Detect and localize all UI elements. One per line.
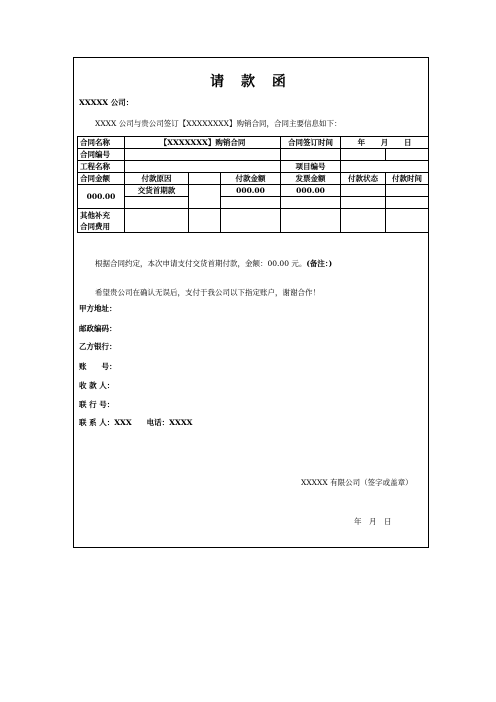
payee-label: 收 款 人： <box>79 381 115 390</box>
intro-text: XXXX 公司与贵公司签订【XXXXXXXX】购销合同，合同主要信息如下： <box>95 119 342 128</box>
sign-date-value <box>341 137 429 149</box>
bank-no-label: 联 行 号： <box>79 400 115 409</box>
table-row <box>78 209 429 233</box>
party-b-bank-label: 乙方银行： <box>79 342 117 351</box>
reason-value: 交货首期款 <box>125 185 189 197</box>
pay-status-label: 付款状态 <box>341 173 386 185</box>
postal-code-label: 邮政编码： <box>79 324 117 333</box>
signature-line: XXXXX 有限公司（签字或盖章） <box>301 478 413 487</box>
other-fees-label: 其他补充 合同费用 <box>78 209 125 233</box>
account-label: 账 号： <box>79 362 117 371</box>
sign-time-label: 合同签订时间 <box>281 137 341 149</box>
request-text: 根据合同约定，本次申请支付交货首期付款，金额：00.00 元。(备注：) <box>95 259 333 268</box>
request-note: (备注：) <box>306 259 333 268</box>
project-no-label: 项目编号 <box>281 161 341 173</box>
hope-text: 希望贵公司在确认无误后，支付于我公司以下指定账户，谢谢合作！ <box>95 288 320 297</box>
pay-amount-value: 000.00 <box>221 185 281 197</box>
contract-name-label: 合同名称 <box>78 137 125 149</box>
pay-time-label: 付款时间 <box>386 173 429 185</box>
month-label: 月 <box>380 137 389 147</box>
amount-value: 000.00 <box>78 185 125 209</box>
table-row <box>78 173 429 185</box>
table-row <box>78 197 429 209</box>
reason-label: 付款原因 <box>125 173 189 185</box>
year-label: 年 <box>357 137 366 147</box>
project-name-label: 工程名称 <box>78 161 125 173</box>
contact-label: 联 系 人：XXX 电话：XXXX <box>79 418 193 427</box>
contract-no-label: 合同编号 <box>78 149 125 161</box>
party-a-address-label: 甲方地址： <box>79 304 117 313</box>
table-row <box>78 185 429 197</box>
pay-amount-label: 付款金额 <box>221 173 281 185</box>
letter-frame <box>73 57 429 548</box>
invoice-amount-value: 000.00 <box>281 185 341 197</box>
day-label: 日 <box>403 137 412 147</box>
page-title: 请 款 函 <box>210 74 292 90</box>
amount-label: 合同金额 <box>78 173 125 185</box>
table-row <box>78 149 429 161</box>
table-row <box>78 137 429 149</box>
table-row <box>78 161 429 173</box>
invoice-amount-label: 发票金额 <box>281 173 341 185</box>
date-line: 年 月 日 <box>354 517 392 526</box>
contract-name-value: 【XXXXXXX】购销合同 <box>125 137 281 149</box>
salutation: XXXXX 公司： <box>79 98 134 107</box>
contract-info-table <box>77 136 429 233</box>
